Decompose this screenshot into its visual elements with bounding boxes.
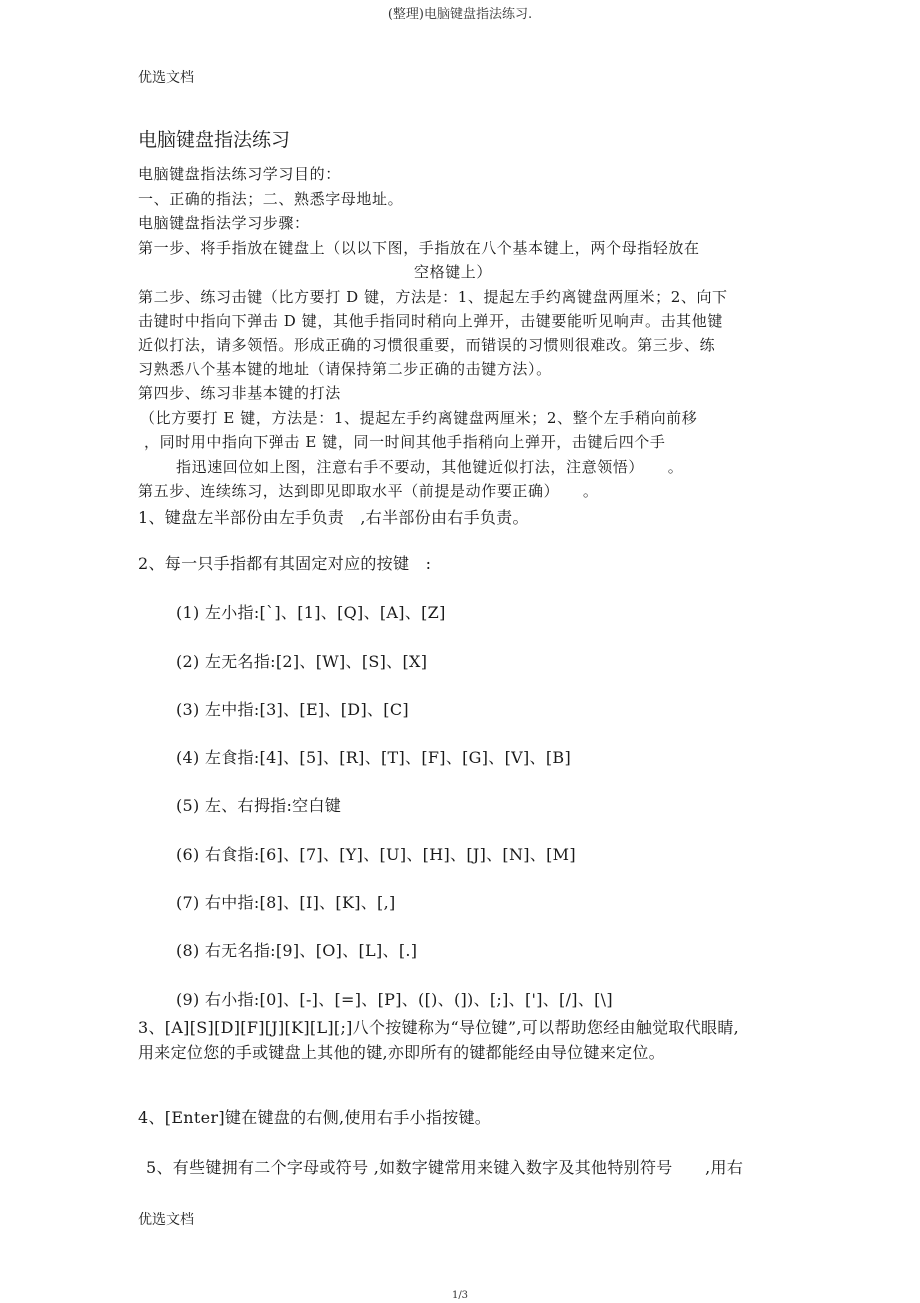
step4-line3: 指迅速回位如上图，注意右手不要动，其他键近似打法，注意领悟） 。: [176, 458, 684, 476]
step4-heading: 第四步、练习非基本键的打法: [138, 384, 341, 402]
page-header: (整理)电脑键盘指法练习.: [387, 7, 533, 22]
bottom-label: 优选文档: [138, 1212, 194, 1228]
goal-heading: 电脑键盘指法练习学习目的：: [138, 165, 341, 183]
rule3-line1: 3、[A][S][D][F][J][K][L][;]八个按键称为“导位键”,可以帮助您经由触觉取代眼睛,: [138, 1018, 740, 1037]
finger-item: (5) 左、右拇指:空白键: [176, 796, 342, 815]
finger-item: (1) 左小指:[`]、[1]、[Q]、[A]、[Z]: [176, 603, 446, 622]
finger-item: (3) 左中指:[3]、[E]、[D]、[C]: [176, 700, 409, 719]
finger-item: (6) 右食指:[6]、[7]、[Y]、[U]、[H]、[J]、[N]、[M]: [176, 845, 576, 864]
steps-heading: 电脑键盘指法学习步骤：: [138, 214, 310, 232]
rule2-line: 2、每一只手指都有其固定对应的按键 :: [138, 554, 432, 573]
top-label: 优选文档: [138, 70, 194, 86]
step2-line2: 击键时中指向下弹击 D 键，其他手指同时稍向上弹开，击键要能听见响声。击其他键: [138, 312, 723, 330]
document-title: 电脑键盘指法练习: [138, 129, 291, 151]
step1-line1: 第一步、将手指放在键盘上（以以下图，手指放在八个基本键上，两个母指轻放在: [138, 239, 700, 257]
step2-line3: 近似打法，请多领悟。形成正确的习惯很重要，而错误的习惯则很难改。第三步、练: [138, 336, 716, 354]
step4-line1: （比方要打 E 键，方法是：1、提起左手约离键盘两厘米；2、整个左手稍向前移: [140, 409, 698, 427]
rule5-line: 5、有些键拥有二个字母或符号 ,如数字键常用来键入数字及其他特别符号 ,用右: [146, 1158, 744, 1177]
finger-item: (7) 右中指:[8]、[I]、[K]、[,]: [176, 893, 396, 912]
rule3-line2: 用来定位您的手或键盘上其他的键,亦即所有的键都能经由导位键来定位。: [138, 1043, 665, 1062]
finger-item: (2) 左无名指:[2]、[W]、[S]、[X]: [176, 652, 428, 671]
step5-line: 第五步、连续练习，达到即见即取水平（前提是动作要正确） 。: [138, 482, 599, 500]
finger-item: (8) 右无名指:[9]、[O]、[L]、[.]: [176, 941, 418, 960]
step2-line1: 第二步、练习击键（比方要打 D 键，方法是：1、提起左手约离键盘两厘米；2、向下: [138, 288, 728, 306]
page-number: 1/3: [451, 1290, 469, 1301]
step4-line2: ，同时用中指向下弹击 E 键，同一时间其他手指稍向上弹开，击键后四个手: [144, 433, 666, 451]
rule1-line: 1、键盘左半部份由左手负责 ,右半部份由右手负责。: [138, 508, 529, 527]
step1-line2: 空格键上）: [414, 263, 493, 281]
rule4-line: 4、[Enter]键在键盘的右侧,使用右手小指按键。: [138, 1108, 492, 1127]
finger-item: (9) 右小指:[0]、[-]、[=]、[P]、([)、(])、[;]、[']、[/]、[\]: [176, 990, 613, 1009]
finger-item: (4) 左食指:[4]、[5]、[R]、[T]、[F]、[G]、[V]、[B]: [176, 748, 571, 767]
goal-line: 一、正确的指法；二、熟悉字母地址。: [138, 190, 404, 208]
step2-line4: 习熟悉八个基本键的地址（请保持第二步正确的击键方法）。: [138, 360, 552, 378]
